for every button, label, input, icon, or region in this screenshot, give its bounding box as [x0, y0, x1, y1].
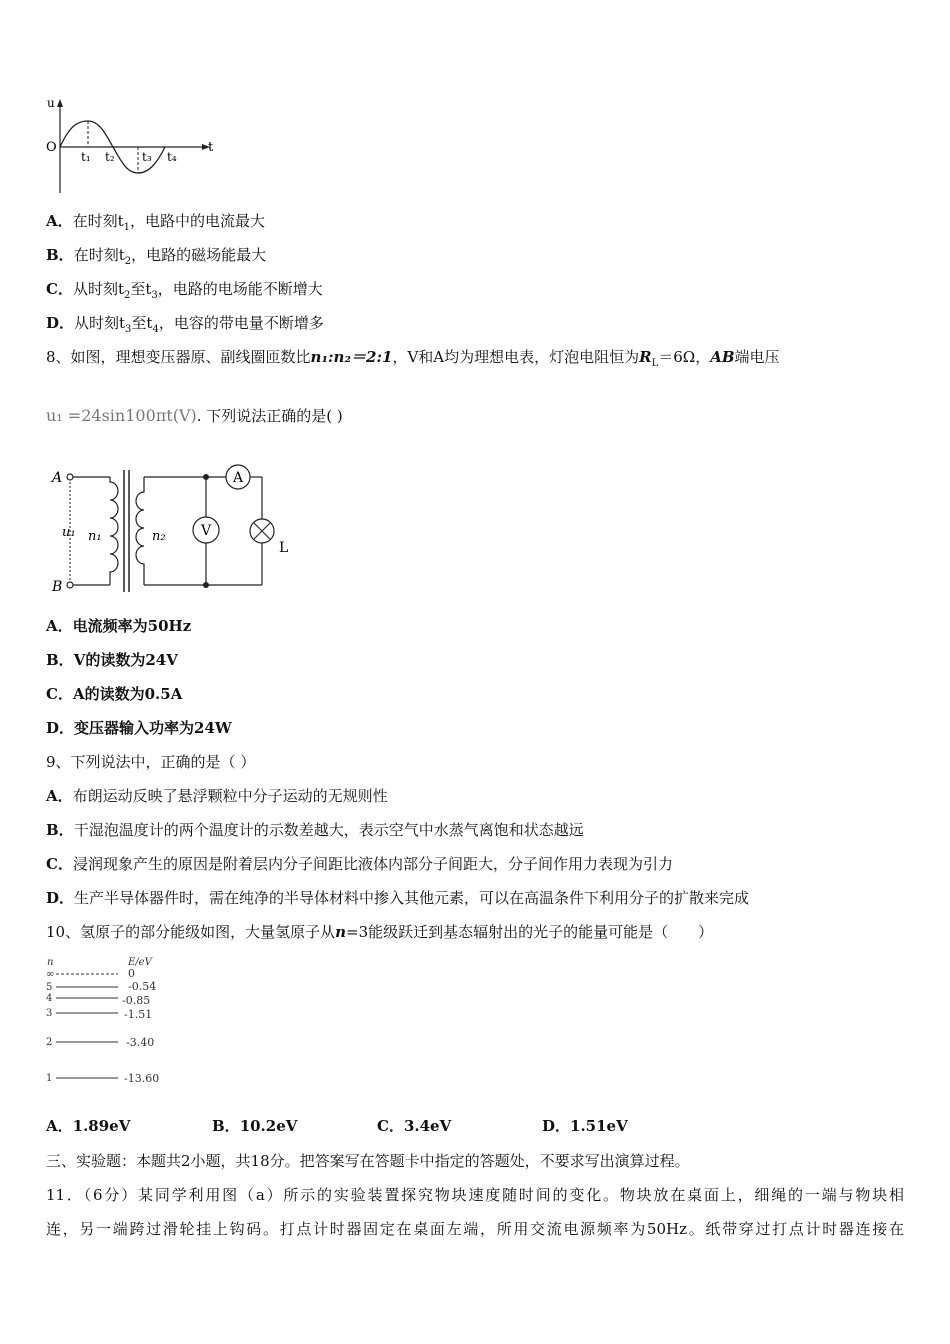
- q9-option-d: [46, 888, 749, 908]
- voltage-formula: u₁ =24sin100πt(V): [46, 406, 197, 425]
- option-text: 在时刻t: [73, 246, 125, 264]
- resistor-value: ＝6Ω，: [658, 348, 711, 366]
- option-label: C．: [46, 280, 73, 298]
- q8-option-a: [46, 616, 191, 636]
- option-label: A．: [46, 1117, 73, 1135]
- resistor-symbol: R: [639, 348, 652, 366]
- terminal-a: [67, 474, 73, 480]
- junction-bottom: [203, 582, 209, 588]
- primary-coil: [110, 477, 118, 585]
- q8-option-c: [46, 684, 182, 704]
- level-n-2: 2: [46, 1037, 53, 1048]
- option-text: 干湿泡温度计的两个温度计的示数差越大，表示空气中水蒸气离饱和状态越远: [73, 821, 584, 839]
- oscillation-graph: [40, 95, 220, 195]
- level-n-inf: ∞: [46, 969, 55, 980]
- option-text-post: ，电路的电场能不断增大: [157, 280, 323, 298]
- voltmeter-label: V: [201, 523, 212, 539]
- q7-option-a: [46, 211, 265, 238]
- t-label: t: [208, 140, 214, 155]
- q7-option-d: [46, 313, 324, 340]
- level-e-5: -0.54: [128, 980, 157, 993]
- label-n1: n₁: [88, 529, 102, 544]
- option-text: 在时刻t: [72, 212, 124, 230]
- option-label: D．: [46, 314, 75, 332]
- option-label: D．: [46, 889, 75, 907]
- ammeter-label: A: [233, 470, 244, 486]
- option-label: B．: [46, 246, 74, 264]
- header-n: n: [47, 957, 54, 968]
- option-label: A．: [46, 212, 73, 230]
- q10-options: [46, 1115, 866, 1137]
- option-text: V的读数为24V: [73, 651, 178, 669]
- q10-option-a: [46, 1115, 130, 1136]
- option-text: 变压器输入功率为24W: [74, 719, 232, 737]
- n-variable: n: [335, 923, 346, 941]
- level-n-1: 1: [46, 1073, 53, 1084]
- q10-stem: [46, 922, 713, 942]
- t3-label: t₃: [142, 150, 152, 164]
- option-label: B．: [212, 1117, 240, 1135]
- option-text: 电流频率为50Hz: [72, 617, 192, 635]
- terminal-b: [67, 582, 73, 588]
- q10-option-c: [377, 1115, 451, 1136]
- option-text-mid: 至t: [131, 314, 153, 332]
- option-label: B．: [46, 651, 74, 669]
- t1-label: t₁: [81, 150, 91, 164]
- u-label: u: [47, 96, 55, 110]
- option-text-mid: 至t: [130, 280, 152, 298]
- q9-stem: 9、下列说法中，正确的是（ ）: [46, 753, 256, 771]
- option-label: C．: [377, 1117, 404, 1135]
- level-e-inf: 0: [128, 967, 135, 980]
- q8-stem-2: [46, 406, 343, 426]
- option-text: 3.4eV: [403, 1117, 452, 1135]
- terminal-ab: AB: [710, 348, 735, 366]
- origin-label: O: [46, 140, 57, 155]
- subscript: L: [651, 358, 659, 369]
- option-label: C．: [46, 685, 73, 703]
- option-text: 从时刻t: [72, 280, 124, 298]
- energy-level-diagram: [44, 952, 184, 1092]
- option-text-post: ，电路中的电流最大: [130, 212, 266, 230]
- transformer-circuit: [48, 460, 298, 600]
- turns-ratio: n₁:n₂＝2:1: [310, 348, 393, 366]
- q11-line-1: 11．（6分）某同学利用图（a）所示的实验装置探究物块速度随时间的变化。物块放在桌面上，细绳的一端与物块相: [46, 1186, 904, 1204]
- level-n-4: 4: [46, 993, 53, 1004]
- q10-option-b: [212, 1115, 297, 1136]
- label-u1: u₁: [62, 525, 76, 540]
- stem-text: ，V和A均为理想电表，灯泡电阻恒为: [392, 348, 640, 366]
- stem-text: . 下列说法正确的是( ): [196, 407, 343, 425]
- option-text: A的读数为0.5A: [72, 685, 183, 703]
- option-text: 从时刻t: [74, 314, 126, 332]
- option-text-post: ，电路的磁场能最大: [131, 246, 267, 264]
- q8-stem: [46, 347, 780, 374]
- option-label: A．: [46, 787, 73, 805]
- level-n-3: 3: [46, 1008, 53, 1019]
- subscript: 2: [123, 290, 131, 301]
- level-e-3: -1.51: [124, 1008, 153, 1021]
- label-a: A: [52, 470, 63, 486]
- option-label: B．: [46, 821, 74, 839]
- q9-option-b: [46, 820, 584, 840]
- level-e-2: -3.40: [126, 1036, 155, 1049]
- subscript: 3: [125, 324, 132, 335]
- q8-option-b: [46, 650, 178, 670]
- secondary-coil: [136, 477, 144, 585]
- t4-label: t₄: [167, 150, 177, 164]
- option-text: 1.89eV: [72, 1117, 131, 1135]
- option-text-post: ，电容的带电量不断增多: [158, 314, 324, 332]
- q7-option-b: [46, 245, 266, 272]
- level-e-1: -13.60: [124, 1072, 160, 1085]
- u-axis-arrow: [57, 99, 63, 107]
- q11-line-2: 连，另一端跨过滑轮挂上钩码。打点计时器固定在桌面左端，所用交流电源频率为50Hz。纸带穿过打点计时器连接在: [46, 1220, 904, 1238]
- section-heading-experiment: 三、实验题：本题共2小题，共18分。把答案写在答题卡中指定的答题处，不要求写出演算过程。: [46, 1152, 690, 1170]
- level-e-4: -0.85: [122, 994, 151, 1007]
- q9-option-a: [46, 786, 388, 806]
- stem-text: 10、氢原子的部分能级如图，大量氢原子从: [46, 923, 336, 941]
- t2-label: t₂: [105, 150, 115, 164]
- q9-option-c: [46, 854, 673, 874]
- subscript: 4: [152, 324, 159, 335]
- option-text: 布朗运动反映了悬浮颗粒中分子运动的无规则性: [72, 787, 388, 805]
- lamp-label: L: [279, 540, 289, 556]
- energy-levels: [46, 967, 159, 1085]
- subscript: 3: [151, 290, 158, 301]
- label-n2: n₂: [152, 529, 166, 544]
- junction-top: [203, 474, 209, 480]
- header-e: E/eV: [128, 957, 152, 968]
- option-label: D．: [46, 719, 75, 737]
- subscript: 2: [124, 256, 132, 267]
- option-label: D．: [542, 1117, 571, 1135]
- stem-text: =3能级跃迁到基态辐射出的光子的能量可能是（ ）: [346, 923, 714, 941]
- q8-option-d: [46, 718, 232, 738]
- q10-option-d: [542, 1115, 628, 1136]
- q7-option-c: [46, 279, 323, 306]
- option-label: C．: [46, 855, 73, 873]
- stem-text: 8、如图，理想变压器原、副线圈匝数比: [46, 348, 311, 366]
- option-label: A．: [46, 617, 73, 635]
- subscript: 1: [123, 222, 131, 233]
- option-text: 生产半导体器件时，需在纯净的半导体材料中掺入其他元素，可以在高温条件下利用分子的扩散来完成: [74, 889, 750, 907]
- option-text: 浸润现象产生的原因是附着层内分子间距比液体内部分子间距大，分子间作用力表现为引力: [72, 855, 673, 873]
- option-text: 1.51eV: [570, 1117, 628, 1135]
- stem-text: 端电压: [734, 348, 780, 366]
- label-b: B: [52, 579, 63, 595]
- level-n-5: 5: [46, 982, 53, 993]
- option-text: 10.2eV: [239, 1117, 298, 1135]
